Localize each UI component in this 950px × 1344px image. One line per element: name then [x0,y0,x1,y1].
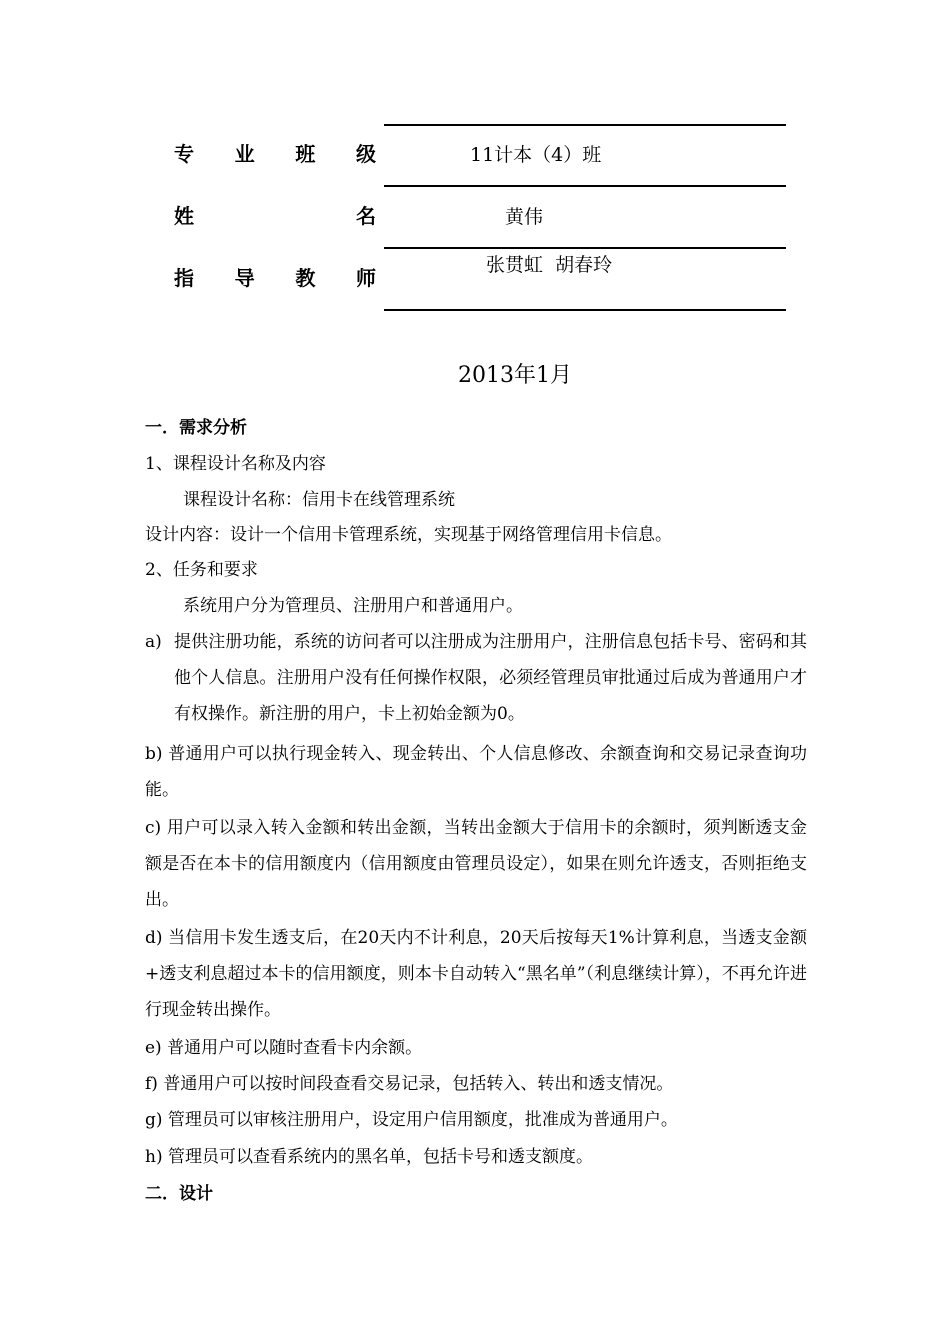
rule-after-name [384,247,786,249]
cover-date: 2013年1月 [458,363,572,388]
value-major-class: 11计本（4）班 [470,144,602,166]
section1-title: 一．需求分析 [145,418,247,438]
section2-title: 二．设计 [145,1184,213,1204]
course-name: 课程设计名称：信用卡在线管理系统 [183,490,455,510]
value-name: 黄伟 [505,206,544,228]
rule-bottom [384,309,786,311]
value-advisor: 张贯虹 胡春玲 [486,254,613,276]
users-intro: 系统用户分为管理员、注册用户和普通用户。 [183,596,523,616]
requirement-d: d) 当信用卡发生透支后，在20天内不计利息，20天后按每天1%计算利息，当透支金额+透支利息超过本卡的信用额度，则本卡自动转入“黑名单”（利息继续计算），不再允许进行现金转出操作。 [145,928,807,1020]
requirement-g: g) 管理员可以审核注册用户，设定用户信用额度，批准成为普通用户。 [145,1110,678,1130]
label-advisor: 指 导 教 师 [174,266,376,290]
requirement-h: h) 管理员可以查看系统内的黑名单，包括卡号和透支额度。 [145,1147,593,1167]
info-row-advisor [0,254,950,302]
rule-after-class [384,185,786,187]
requirement-b: b) 普通用户可以执行现金转入、现金转出、个人信息修改、余额查询和交易记录查询功能。 [145,744,807,800]
label-name: 姓 名 [174,204,376,228]
requirement-a-text: 提供注册功能，系统的访问者可以注册成为注册用户，注册信息包括卡号、密码和其他个人信息。注册用户没有任何操作权限，必须经管理员审批通过后成为普通用户才有权操作。新注册的用户，卡上初始金额为0。 [174,632,807,724]
requirement-c: c) 用户可以录入转入金额和转出金额，当转出金额大于信用卡的余额时，须判断透支金额是否在本卡的信用额度内（信用额度由管理员设定），如果在则允许透支，否则拒绝支出。 [145,818,807,910]
item1-title: 1、课程设计名称及内容 [145,454,326,474]
info-row-name [0,200,950,240]
label-major-class: 专 业 班 级 [174,142,376,166]
item2-title: 2、任务和要求 [145,560,258,580]
requirement-f: f) 普通用户可以按时间段查看交易记录，包括转入、转出和透支情况。 [145,1074,674,1094]
requirement-a-marker: a) [145,632,162,652]
design-content: 设计内容：设计一个信用卡管理系统，实现基于网络管理信用卡信息。 [145,525,672,545]
requirement-e: e) 普通用户可以随时查看卡内余额。 [145,1038,423,1058]
rule-top [384,124,786,126]
info-row-major-class [0,138,950,178]
requirement-a [145,624,807,732]
